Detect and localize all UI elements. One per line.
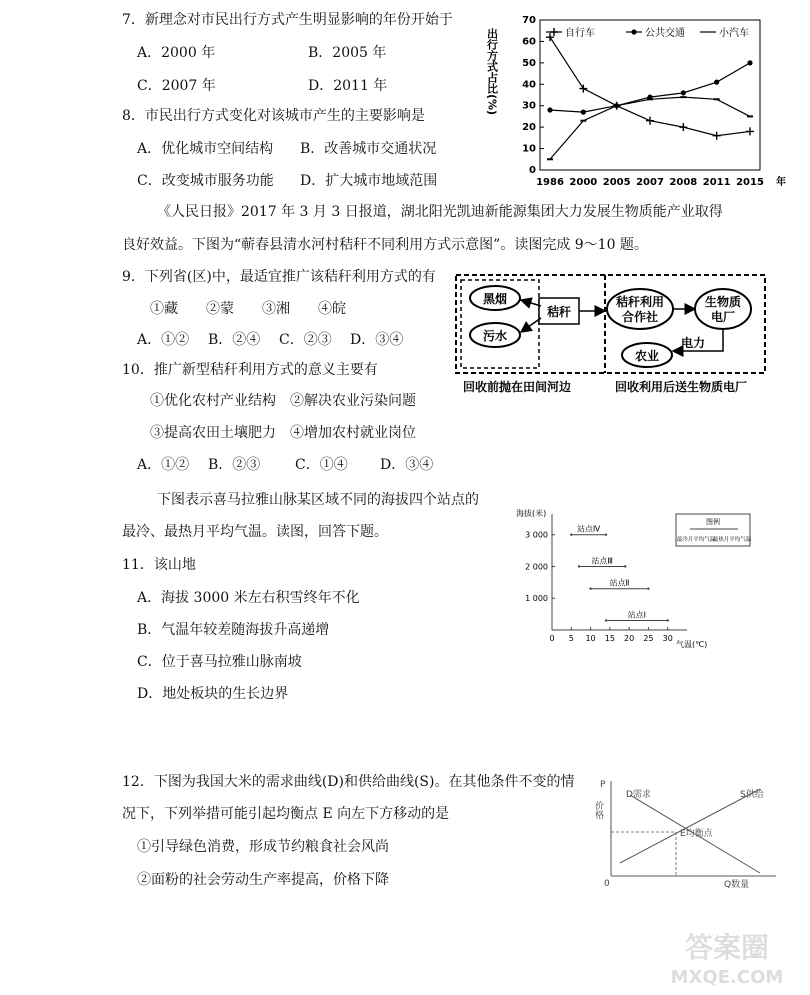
data-point [747,60,752,65]
q10-option-d: D．③④ [380,457,434,473]
q9-stem: 9．下列省(区)中，最适宜推广该秸秆利用方式的有 [122,269,436,285]
data-point [646,117,654,125]
x-axis-suffix: 年 [776,177,786,188]
watermark-text-2: MXQE.COM [670,967,784,988]
y-tick-label: 0 [529,165,536,176]
x-tick-label: 2011 [702,177,731,188]
equilibrium-label: E均衡点 [680,829,713,839]
q10-option-a: A．①② [137,457,190,473]
station-temperature-chart [512,502,772,652]
electricity-label: 电力 [680,336,706,350]
x-tick-label: 2007 [636,177,664,188]
watermark-logo [652,925,802,991]
farm-label: 农业 [634,349,660,363]
passage-line-1: 《人民日报》2017 年 3 月 3 日报道，湖北阳光凯迪新能源集团大力发展生物质能产业取得 [157,204,723,220]
data-point [679,123,687,131]
x-tick-label: 2005 [602,177,631,188]
station-min-point [605,619,607,621]
x-tick-label: 2015 [736,177,764,188]
x-tick-label: 25 [643,634,654,643]
x-tick-label: 15 [604,634,615,643]
supply-demand-chart [593,773,786,893]
intro11-line-1: 下图表示喜马拉雅山脉某区域不同的海拔四个站点的 [157,492,479,508]
legend-label: 自行车 [565,28,595,39]
y-tick-label: 40 [522,79,536,91]
station-label: 站点Ⅲ [591,556,613,566]
straw-label: 秸秆 [546,305,572,319]
q7-option-b: B．2005 年 [308,45,387,61]
y-tick-label: 3 000 [525,530,548,540]
station-max-point [667,619,669,621]
legend-marker [631,29,636,34]
price-axis-label: 价格 [593,801,603,819]
q7-stem: 7．新理念对市民出行方式产生明显影响的年份开始于 [122,12,453,28]
supply-curve [620,789,760,863]
left-caption: 回收前抛在田间河边 [463,380,572,394]
q7-option-c: C．2007 年 [137,78,216,94]
right-caption: 回收利用后送生物质电厂 [615,380,748,394]
station-min-point [578,565,580,567]
data-point [714,80,719,85]
p-axis-label: P [600,780,606,790]
x-tick-label: 5 [568,634,574,643]
data-point [581,110,586,115]
legend-title: 图例 [706,518,720,526]
demand-label: D需求 [626,790,651,800]
x-tick-label: 2000 [569,177,598,188]
q9-option-c: C．②③ [279,332,332,348]
y-tick-label: 20 [522,122,536,134]
sewage-label: 污水 [482,329,508,343]
station-min-point [570,534,572,536]
y-tick-label: 50 [522,57,536,69]
station-label: 站点Ⅱ [609,578,630,588]
data-point [681,90,686,95]
q9-option-b: B．②④ [208,332,261,348]
y-tick-label: 60 [522,36,536,48]
data-point [713,132,721,140]
q9-items: ①藏 ②蒙 ③湘 ④皖 [150,301,346,317]
coop-label-2: 合作社 [621,310,659,324]
y-tick-label: 2 000 [525,562,548,572]
power-plant-label-1: 生物质 [704,295,742,309]
legend-label: 公共交通 [645,28,685,39]
q12-line-2: 况下，下列举措可能引起均衡点 E 向左下方移动的是 [122,806,450,822]
q8-option-c: C．改变城市服务功能 [137,173,274,189]
q10-stem: 10．推广新型秸秆利用方式的意义主要有 [122,362,378,378]
q7-option-a: A．2000 年 [137,45,216,61]
temperature-axis-title: 气温(℃) [676,640,708,649]
data-point [579,85,587,93]
q8-option-a: A．优化城市空间结构 [137,141,274,157]
elevation-axis-title: 海拔(米) [516,509,547,518]
q9-option-a: A．①② [137,332,190,348]
y-tick-label: 70 [522,15,536,26]
series-line-3 [550,97,750,159]
x-tick-label: 1986 [536,177,564,188]
q8-option-b: B．改善城市交通状况 [300,141,437,157]
q12-item-2: ②面粉的社会劳动生产率提高，价格下降 [137,872,389,888]
station-label: 站点Ⅳ [576,524,601,534]
q11-option-b: B．气温年较差随海拔升高递增 [137,622,330,638]
supply-label: S供给 [740,790,764,800]
data-point [746,127,754,135]
x-tick-label: 30 [662,634,673,643]
q10-items-1: ①优化农村产业结构 ②解决农业污染问题 [150,393,416,409]
y-tick-label: 1 000 [525,594,548,604]
q8-stem: 8．市民出行方式变化对该城市产生的主要影响是 [122,108,425,124]
legend-min-label: 最冷月平均气温 [676,537,716,543]
y-tick-label: 30 [522,100,536,112]
station-max-point [647,588,649,590]
q10-option-b: B．②③ [208,457,261,473]
legend-max-label: 最热月平均气温 [712,537,752,543]
q12-item-1: ①引导绿色消费，形成节约粮食社会风尚 [137,839,389,855]
coop-label-1: 秸秆利用 [615,295,665,309]
q11-option-c: C．位于喜马拉雅山脉南坡 [137,654,302,670]
q11-option-a: A．海拔 3000 米左右积雪终年不化 [137,590,360,606]
arrow-straw-sewage [521,318,541,332]
x-tick-label: 2008 [669,177,698,188]
origin-label: 0 [604,879,610,889]
q8-option-d: D．扩大城市地域范围 [300,173,438,189]
y-axis-title: 出行方式占比(%) [485,28,499,116]
series-line-2 [550,63,750,112]
arrow-straw-smoke [521,300,541,306]
q10-option-c: C．①④ [295,457,348,473]
x-tick-label: 10 [585,634,596,643]
intro11-line-2: 最冷、最热月平均气温。读图，回答下题。 [122,524,388,540]
station-max-point [624,565,626,567]
q11-option-d: D．地处板块的生长边界 [137,686,289,702]
station-label: 站点Ⅰ [627,610,647,620]
straw-utilization-diagram [455,272,767,400]
power-plant-label-2: 电厂 [710,310,736,324]
data-point [547,107,552,112]
station-max-point [605,534,607,536]
q12-line-1: 12．下图为我国大米的需求曲线(D)和供给曲线(S)。在其他条件不变的情 [122,774,575,790]
legend-marker [550,28,558,36]
q11-stem: 11．该山地 [122,557,196,573]
q10-items-2: ③提高农田土壤肥力 ④增加农村就业岗位 [150,425,416,441]
q7-option-d: D．2011 年 [308,78,388,94]
passage-line-2: 良好效益。下图为“蕲春县清水河村秸秆不同利用方式示意图”。读图完成 9～10 题。 [122,237,648,253]
y-tick-label: 10 [522,143,536,155]
watermark-text-1: 答案圈 [684,931,770,964]
legend-label: 小汽车 [719,28,749,39]
travel-mode-line-chart [485,10,788,192]
x-tick-label: 0 [549,634,555,643]
smoke-label: 黑烟 [482,292,508,306]
quantity-axis-label: Q数量 [724,880,750,890]
data-point [546,33,554,41]
q9-option-d: D．③④ [350,332,404,348]
station-min-point [589,588,591,590]
x-tick-label: 20 [624,634,635,643]
